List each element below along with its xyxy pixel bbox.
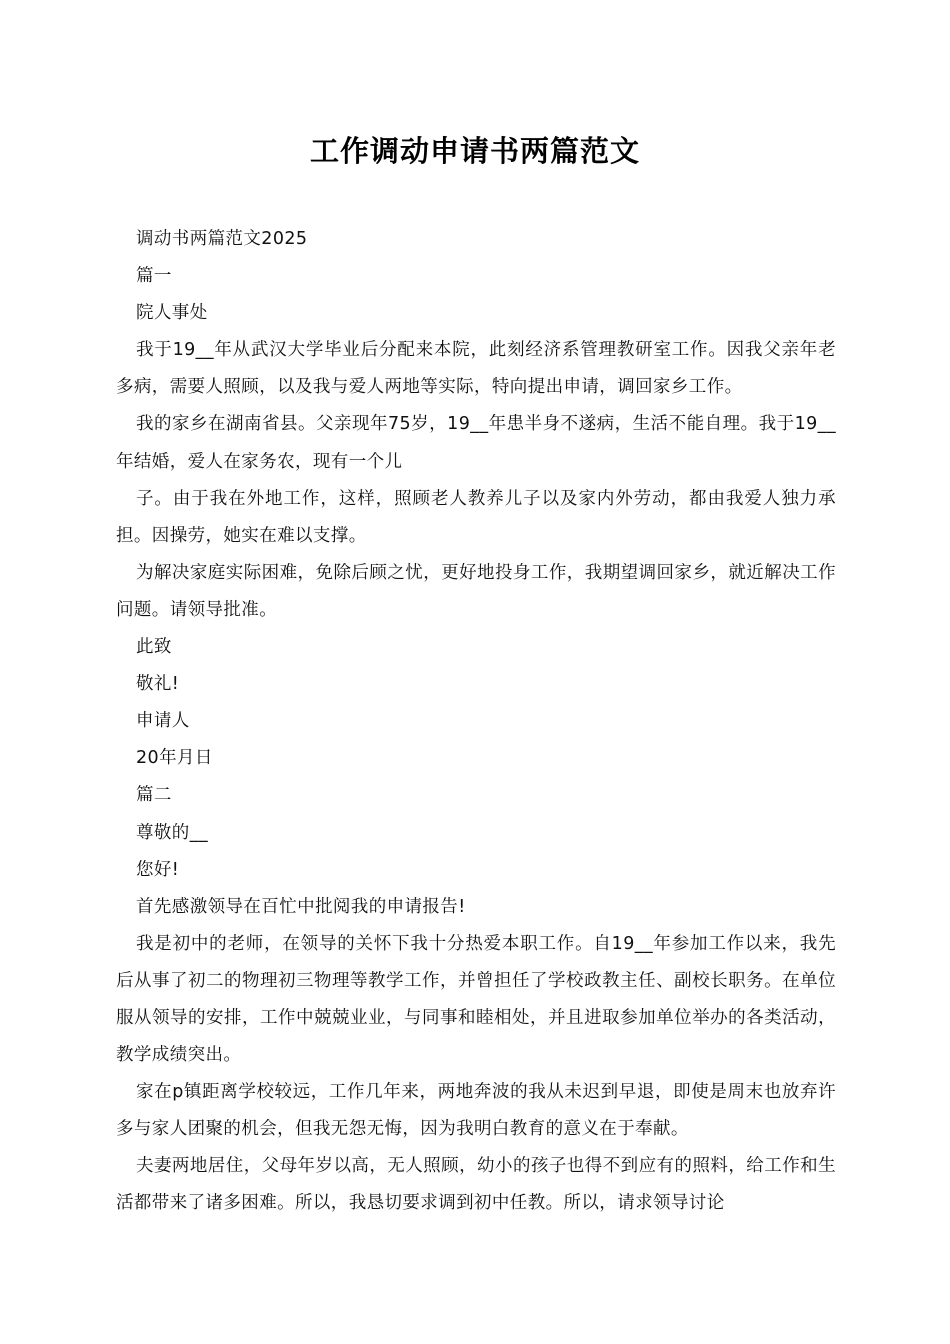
paragraph: 首先感激领导在百忙中批阅我的申请报告! (136, 896, 466, 917)
paragraph: 家在p镇距离学校较远，工作几年来，两地奔波的我从未迟到早退，即使是周末也放弃许多与家人团聚的机会，但我无怨无悔，因为我明白教育的意义在于奉献。 (116, 1082, 836, 1140)
paragraph: 为解决家庭实际困难，免除后顾之忧，更好地投身工作，我期望调回家乡，就近解决工作问题。请领导批准。 (116, 562, 836, 620)
paragraph: 我的家乡在湖南省县。父亲现年75岁，19__年患半身不遂病，生活不能自理。我于19__年结婚，爱人在家务农，现有一个儿 (116, 414, 836, 472)
paragraph-subtitle: 调动书两篇范文2025 (136, 229, 308, 249)
paragraph: 我于19__年从武汉大学毕业后分配来本院，此刻经济系管理教研室工作。因我父亲年老多病，需要人照顾，以及我与爱人两地等实际，特向提出申请，调回家乡工作。 (116, 340, 836, 398)
paragraph: 夫妻两地居住，父母年岁以高，无人照顾，幼小的孩子也得不到应有的照料，给工作和生活都带来了诸多困难。所以，我恳切要求调到初中任教。所以，请求领导讨论 (116, 1156, 836, 1214)
paragraph-section-two-heading: 篇二 (136, 785, 172, 806)
paragraph-recipient: 院人事处 (136, 303, 208, 324)
paragraph-salutation: 敬礼! (136, 674, 180, 695)
paragraph-greeting-recipient: 尊敬的__ (136, 822, 208, 843)
document-title: 工作调动申请书两篇范文 (309, 134, 640, 168)
paragraph-greeting: 您好! (136, 859, 180, 880)
paragraph-closing: 此致 (136, 637, 172, 658)
paragraph-date: 20年月日 (136, 748, 213, 769)
paragraph: 我是初中的老师，在领导的关怀下我十分热爱本职工作。自19__年参加工作以来，我先后从事了初二的物理初三物理等教学工作，并曾担任了学校政教主任、副校长职务。在单位服从领导的安排，工作中兢兢业业，与同事和睦相处，并且进取参加单位举办的各类活动，教学成绩突出。 (116, 933, 836, 1066)
paragraph-section-one-heading: 篇一 (136, 266, 172, 287)
document-body (116, 221, 836, 1223)
paragraph-applicant: 申请人 (136, 711, 190, 732)
paragraph: 子。由于我在外地工作，这样，照顾老人教养儿子以及家内外劳动，都由我爱人独力承担。因操劳，她实在难以支撑。 (116, 488, 836, 546)
